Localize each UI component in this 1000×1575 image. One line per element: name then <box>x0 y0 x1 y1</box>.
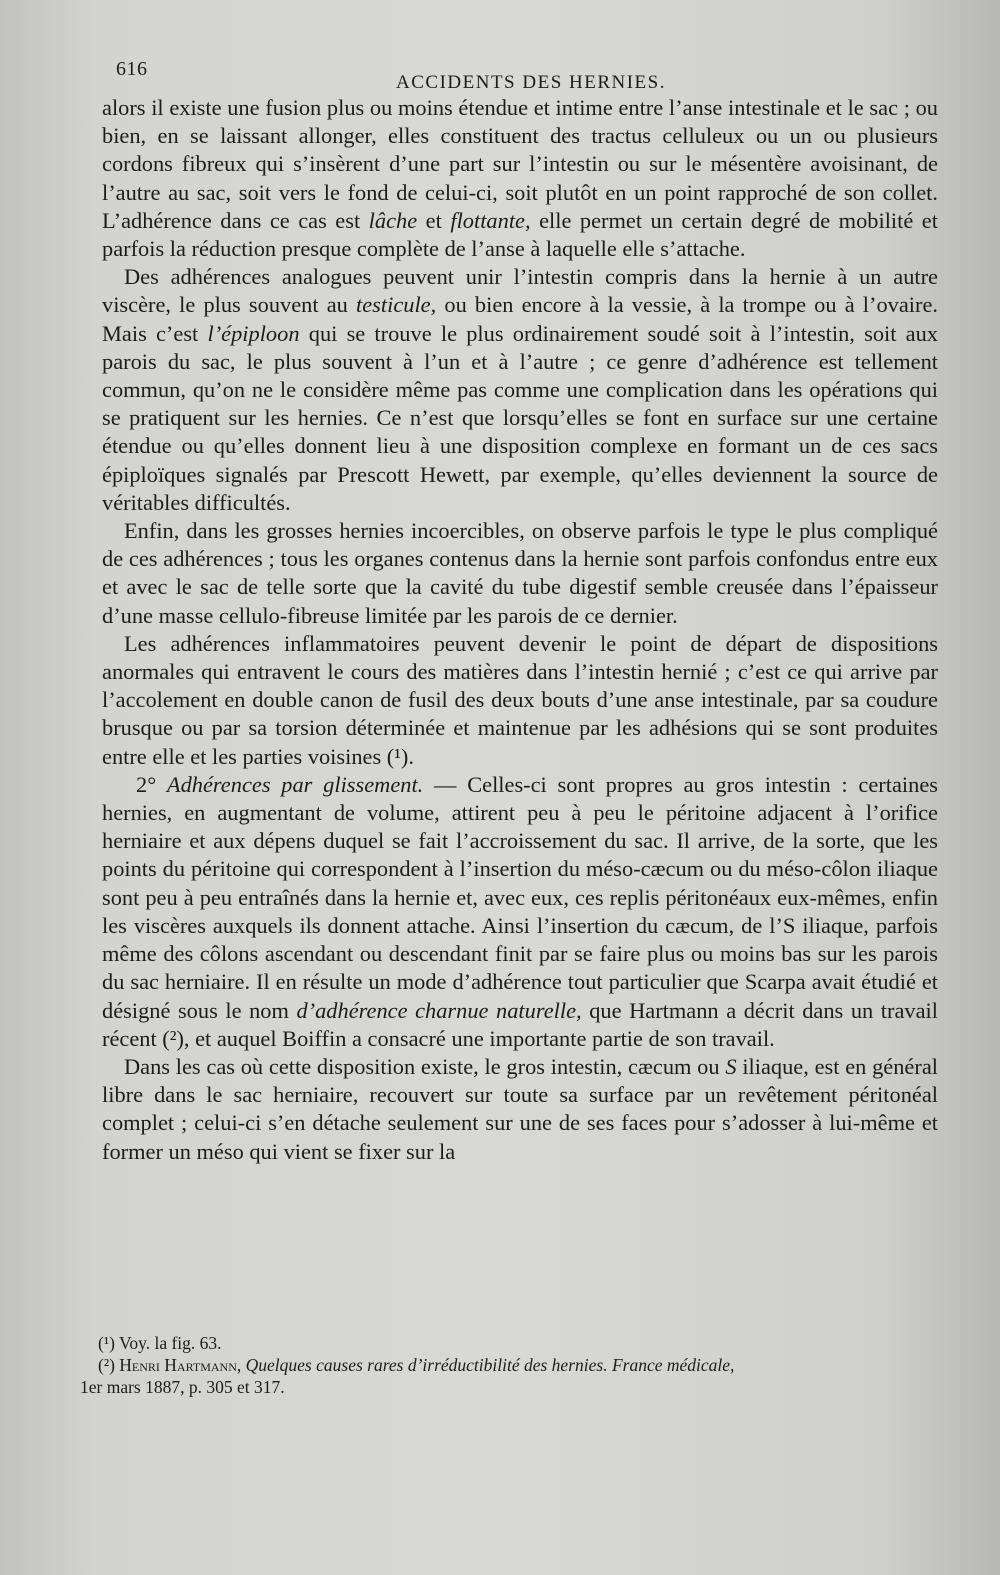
paragraph-2 <box>102 263 938 517</box>
page-header <box>116 56 676 96</box>
section-heading: Adhérences par glissement. <box>166 771 424 797</box>
paragraph-5 <box>102 771 938 1053</box>
paragraph-4 <box>102 630 938 771</box>
paragraph-text: que Hartmann a décrit dans un travail récent (²), et auquel Boiffin a consacré une importante partie de son travail. <box>102 997 938 1051</box>
footnote-title: Quelques causes rares d’irréductibilité des hernies. France médicale, <box>245 1355 735 1375</box>
footnote-2-continuation <box>80 1376 920 1398</box>
footnote-text: Voy. la fig. 63. <box>118 1333 222 1353</box>
footnote-2 <box>80 1354 920 1376</box>
italic-term: flottante, <box>450 207 531 233</box>
paragraph-text: iliaque, est en général libre dans le sac herniaire, recouvert sur toute sa surface par un revêtement péritonéal complet ; celui-ci s’en détache seulement sur une de ses faces pour s’adosser à lui-même et former un méso qui vient se fixer sur la <box>102 1053 938 1164</box>
italic-term: l’épiploon <box>207 320 300 346</box>
paragraph-text: — Celles-ci sont propres au gros intestin : certaines hernies, en augmentant de volume, attirent peu à peu le péritoine adjacent à l’orifice herniaire et aux dépens duquel se fait l’accroissement du sac. Il arrive, de la sorte, que les points du péritoine qui correspondent à l’insertion du méso-cæcum ou du méso-côlon iliaque sont peu à peu entraînés dans la hernie et, avec eux, ces replis péritonéaux eux-mêmes, enfin les viscères auxquels ils donnent attache. Ainsi l’insertion du cæcum, de l’S iliaque, parfois même des côlons ascendant ou descendant finit par se faire plus ou moins bas sur les parois du sac herniaire. Il en résulte un mode d’adhérence tout particulier que Scarpa avait étudié et désigné sous le nom <box>102 771 938 1023</box>
paragraph-text: Dans les cas où cette disposition existe, le gros intestin, cæcum ou <box>124 1053 720 1079</box>
footnote-mark: (²) <box>98 1355 115 1375</box>
italic-term: d’adhérence charnue naturelle, <box>296 997 582 1023</box>
footnote-date: 1er mars 1887, p. 305 et 317. <box>80 1377 285 1397</box>
body-text <box>102 94 938 1166</box>
footnote-1 <box>80 1332 920 1354</box>
page-number: 616 <box>116 58 148 80</box>
paragraph-6 <box>102 1053 938 1166</box>
paragraph-text: elle permet un certain degré de mobilité et parfois la réduction presque complète de l’anse à laquelle elle s’attache. <box>102 207 938 262</box>
section-number: 2° <box>136 771 157 797</box>
footnote-mark: (¹) <box>98 1333 115 1353</box>
running-title: ACCIDENTS DES HERNIES. <box>396 72 666 93</box>
italic-term: testicule, <box>356 292 437 318</box>
paragraph-text: Des adhérences analogues peuvent unir l’intestin compris dans la hernie à un autre viscère, le plus souvent au <box>102 264 938 318</box>
paragraph-1 <box>102 94 938 263</box>
paragraph-text: et <box>425 207 442 233</box>
footnote-author: Henri Hartmann, <box>119 1355 242 1375</box>
paragraph-text: alors il existe une fusion plus ou moins étendue et intime entre l’anse intestinale et le sac ; ou bien, en se laissant allonger, elles constituent des tractus celluleux ou un ou plusieurs cordons fibreux qui s’insèrent d’une part sur l’intestin ou sur le mésentère avoisinant, de l’autre au sac, soit vers le fond de celui-ci, soit plutôt en un point rapproché de son collet. L’adhérence dans ce cas est <box>102 95 938 233</box>
paragraph-text: Les adhérences inflammatoires peuvent devenir le point de départ de dispositions anormales qui entravent le cours des matières dans l’intestin hernié ; c’est ce qui arrive par l’accolement en double canon de fusil des deux bouts d’une anse intestinale, par sa coudure brusque ou par sa torsion déterminée et maintenue par les adhésions qui se sont produites entre elle et les parties voisines (¹). <box>102 630 938 769</box>
paragraph-text: ou bien encore à la vessie, à la trompe ou à l’ovaire. Mais c’est <box>102 292 939 346</box>
italic-term: lâche <box>368 207 418 233</box>
paragraph-3 <box>102 517 938 630</box>
footnotes <box>80 1332 920 1398</box>
paragraph-text: qui se trouve le plus ordinairement soudé soit à l’intestin, soit aux parois du sac, le plus souvent à l’un et à l’autre ; ce genre d’adhérence est tellement commun, qu’on ne le considère même pas comme une complication dans les opérations qui se pratiquent sur les hernies. Ce n’est que lorsqu’elles se font en surface sur une certaine étendue ou qu’elles donnent lieu à une disposition complexe en formant un de ces sacs épiploïques signalés par Prescott Hewett, par exemple, qu’elles deviennent la source de véritables difficultés. <box>102 320 938 515</box>
italic-term: S <box>725 1053 737 1079</box>
paragraph-text: Enfin, dans les grosses hernies incoercibles, on observe parfois le type le plus compliqué de ces adhérences ; tous les organes contenus dans la hernie sont parfois confondus entre eux et avec le sac de telle sorte que la cavité du tube digestif semble creusée dans l’épaisseur d’une masse cellulo-fibreuse limitée par les parois de ce dernier. <box>102 518 938 628</box>
